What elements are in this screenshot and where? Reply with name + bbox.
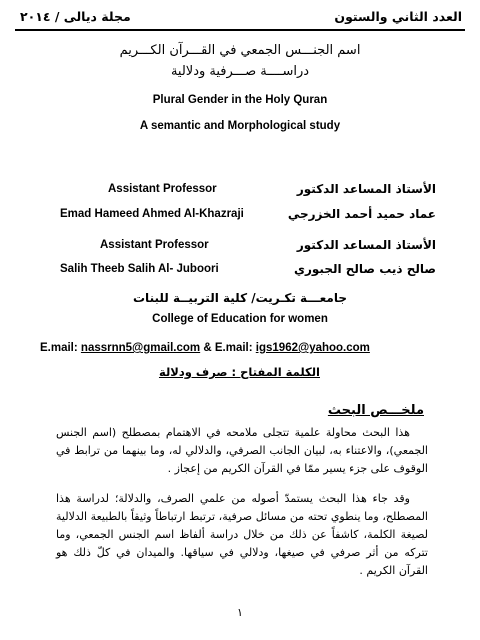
- author1-rank-ar: الأستاذ المساعد الدكتور: [296, 182, 436, 196]
- affiliation-en: College of Education for women: [152, 313, 328, 325]
- arabic-subtitle: دراســــة صـــرفية ودلالية: [170, 64, 310, 79]
- email-joiner: & E.mail:: [203, 342, 253, 354]
- author1-name-ar: عماد حميد أحمد الخزرجي: [287, 207, 436, 221]
- issue-header: العدد الثاني والستون: [334, 9, 462, 24]
- author1-name-en: Emad Hameed Ahmed Al-Khazraji: [60, 208, 244, 220]
- author2-rank-ar: الأستاذ المساعد الدكتور: [296, 238, 436, 252]
- email-link-1[interactable]: nassrnn5@gmail.com: [80, 342, 201, 354]
- keywords: الكلمة المفتاح : صرف ودلالة: [158, 365, 320, 379]
- page-number: ١: [237, 606, 243, 619]
- author2-rank-en: Assistant Professor: [100, 239, 209, 251]
- email-label-1: E.mail:: [40, 342, 78, 354]
- abstract-paragraph-2: وقد جاء هذا البحث يستمدّ أصوله من علمي الصرف، والدلالة؛ لدراسة هذا المصطلح، وما ينطوي تحته من مسائل صرفية، ترتبط ارتباطاً وثيقاً بالطبيعة الدلالية لصيغة الكلمة، كاشفاً عن ذلك من خلال دراسة ألفاظ اسم الجنس الجمعي، وما تتركه من أثر صرفي في صيغها، ودلالي في سياقها. والميدان في كلّ ذلك هو القرآن الكريم .: [56, 492, 428, 577]
- arabic-title: اسم الجنـــس الجمعي في القـــرآن الكـــريم: [119, 43, 361, 58]
- english-subtitle: A semantic and Morphological study: [139, 120, 341, 132]
- affiliation-ar: جامعـــة تكـريت/ كلية التربيــة للبنات: [133, 291, 347, 305]
- abstract-paragraph-1: هذا البحث محاولة علمية تتجلى ملامحه في الاهتمام بمصطلح (اسم الجنس الجمعي)، والاعتناء به، لبيان الجانب الصرفي، والدلالي له، وما بينهما من ترابط في الوقوف على جزء يسير ممّا في القرآن الكريم من إعجاز .: [56, 426, 428, 475]
- email-link-2[interactable]: igs1962@yahoo.com: [255, 342, 370, 354]
- author2-name-en: Salih Theeb Salih Al- Juboori: [60, 263, 219, 275]
- author1-rank-en: Assistant Professor: [108, 183, 217, 195]
- header-divider: [15, 29, 465, 31]
- author2-name-ar: صالح ذيب صالح الجبوري: [293, 262, 436, 276]
- abstract-heading: ملخـــص البحث: [327, 403, 424, 418]
- english-title: Plural Gender in the Holy Quran: [152, 94, 328, 106]
- journal-header: مجلة ديالى / ٢٠١٤: [20, 9, 131, 24]
- email-line: [40, 342, 370, 354]
